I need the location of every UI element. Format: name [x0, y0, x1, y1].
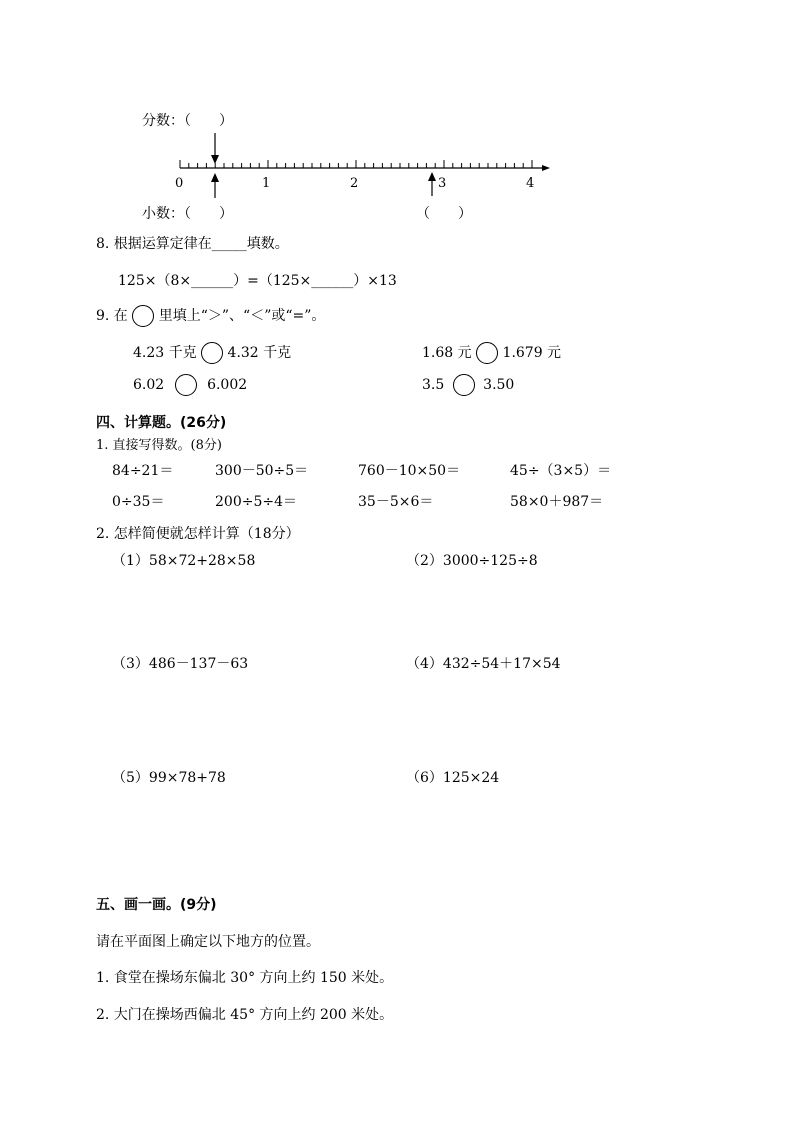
compare-left: 3.5	[422, 377, 445, 393]
mental-math-1: 84÷21＝	[112, 463, 174, 479]
decimal-blank-2: （ ）	[416, 206, 472, 222]
q8-text: 8. 根据运算定律在_____填数。	[96, 236, 289, 252]
compare-circle[interactable]	[476, 342, 498, 364]
calc-problem-4: （4）432÷54＋17×54	[406, 656, 561, 672]
compare-left: 1.68 元	[422, 345, 472, 361]
compare-item-1	[133, 342, 291, 364]
mental-math-2: 300－50÷5＝	[215, 463, 309, 479]
section5-intro: 请在平面图上确定以下地方的位置。	[96, 934, 320, 950]
mental-math-3: 760－10×50＝	[358, 463, 461, 479]
decimal-label: 小数：（ ）	[142, 206, 233, 222]
mental-math-5: 0÷35＝	[112, 494, 165, 510]
compare-right: 6.002	[207, 377, 248, 393]
compare-circle	[132, 305, 154, 327]
compare-right: 1.679 元	[502, 345, 562, 361]
mental-math-8: 58×0＋987＝	[510, 494, 604, 510]
section5-item-1: 1. 食堂在操场东偏北 30° 方向上约 150 米处。	[96, 970, 394, 986]
compare-item-2	[422, 342, 561, 364]
tick-label-1: 1	[262, 176, 271, 191]
tick-label-4: 4	[526, 176, 535, 191]
q8-formula: 125×（8×______）=（125×______）×13	[118, 273, 397, 289]
calc-problem-6: （6）125×24	[406, 770, 500, 786]
fraction-label: 分数：（ ）	[142, 113, 233, 129]
tick-label-2: 2	[350, 176, 359, 191]
calc-problem-5: （5）99×78+78	[112, 770, 226, 786]
number-line	[170, 128, 560, 203]
compare-left: 4.23 千克	[133, 345, 197, 361]
compare-right: 3.50	[483, 377, 515, 393]
section4-sub2: 2. 怎样简便就怎样计算（18分）	[96, 526, 300, 542]
section5-title: 五、画一画。(9分)	[96, 897, 217, 913]
compare-circle[interactable]	[201, 342, 223, 364]
calc-problem-3: （3）486－137－63	[112, 656, 249, 672]
mental-math-7: 35－5×6＝	[358, 494, 434, 510]
mental-math-4: 45÷（3×5）＝	[510, 463, 612, 479]
q9-prefix: 9. 在	[96, 308, 128, 324]
section4-title: 四、计算题。(26分)	[96, 415, 227, 431]
compare-right: 4.32 千克	[227, 345, 292, 361]
compare-item-4	[422, 374, 514, 396]
q9-suffix: 里填上“＞”、“＜”或“=”。	[158, 308, 326, 324]
q9-instruction	[96, 305, 325, 327]
tick-label-0: 0	[175, 176, 184, 191]
section4-sub1: 1. 直接写得数。(8分)	[96, 438, 222, 453]
section5-item-2: 2. 大门在操场西偏北 45° 方向上约 200 米处。	[96, 1007, 394, 1023]
mental-math-6: 200÷5÷4＝	[215, 494, 297, 510]
compare-left: 6.02	[133, 377, 165, 393]
tick-label-3: 3	[438, 176, 447, 191]
compare-circle[interactable]	[175, 374, 197, 396]
compare-circle[interactable]	[453, 374, 475, 396]
compare-item-3	[133, 374, 247, 396]
calc-problem-1: （1）58×72+28×58	[112, 553, 256, 569]
calc-problem-2: （2）3000÷125÷8	[406, 553, 538, 569]
